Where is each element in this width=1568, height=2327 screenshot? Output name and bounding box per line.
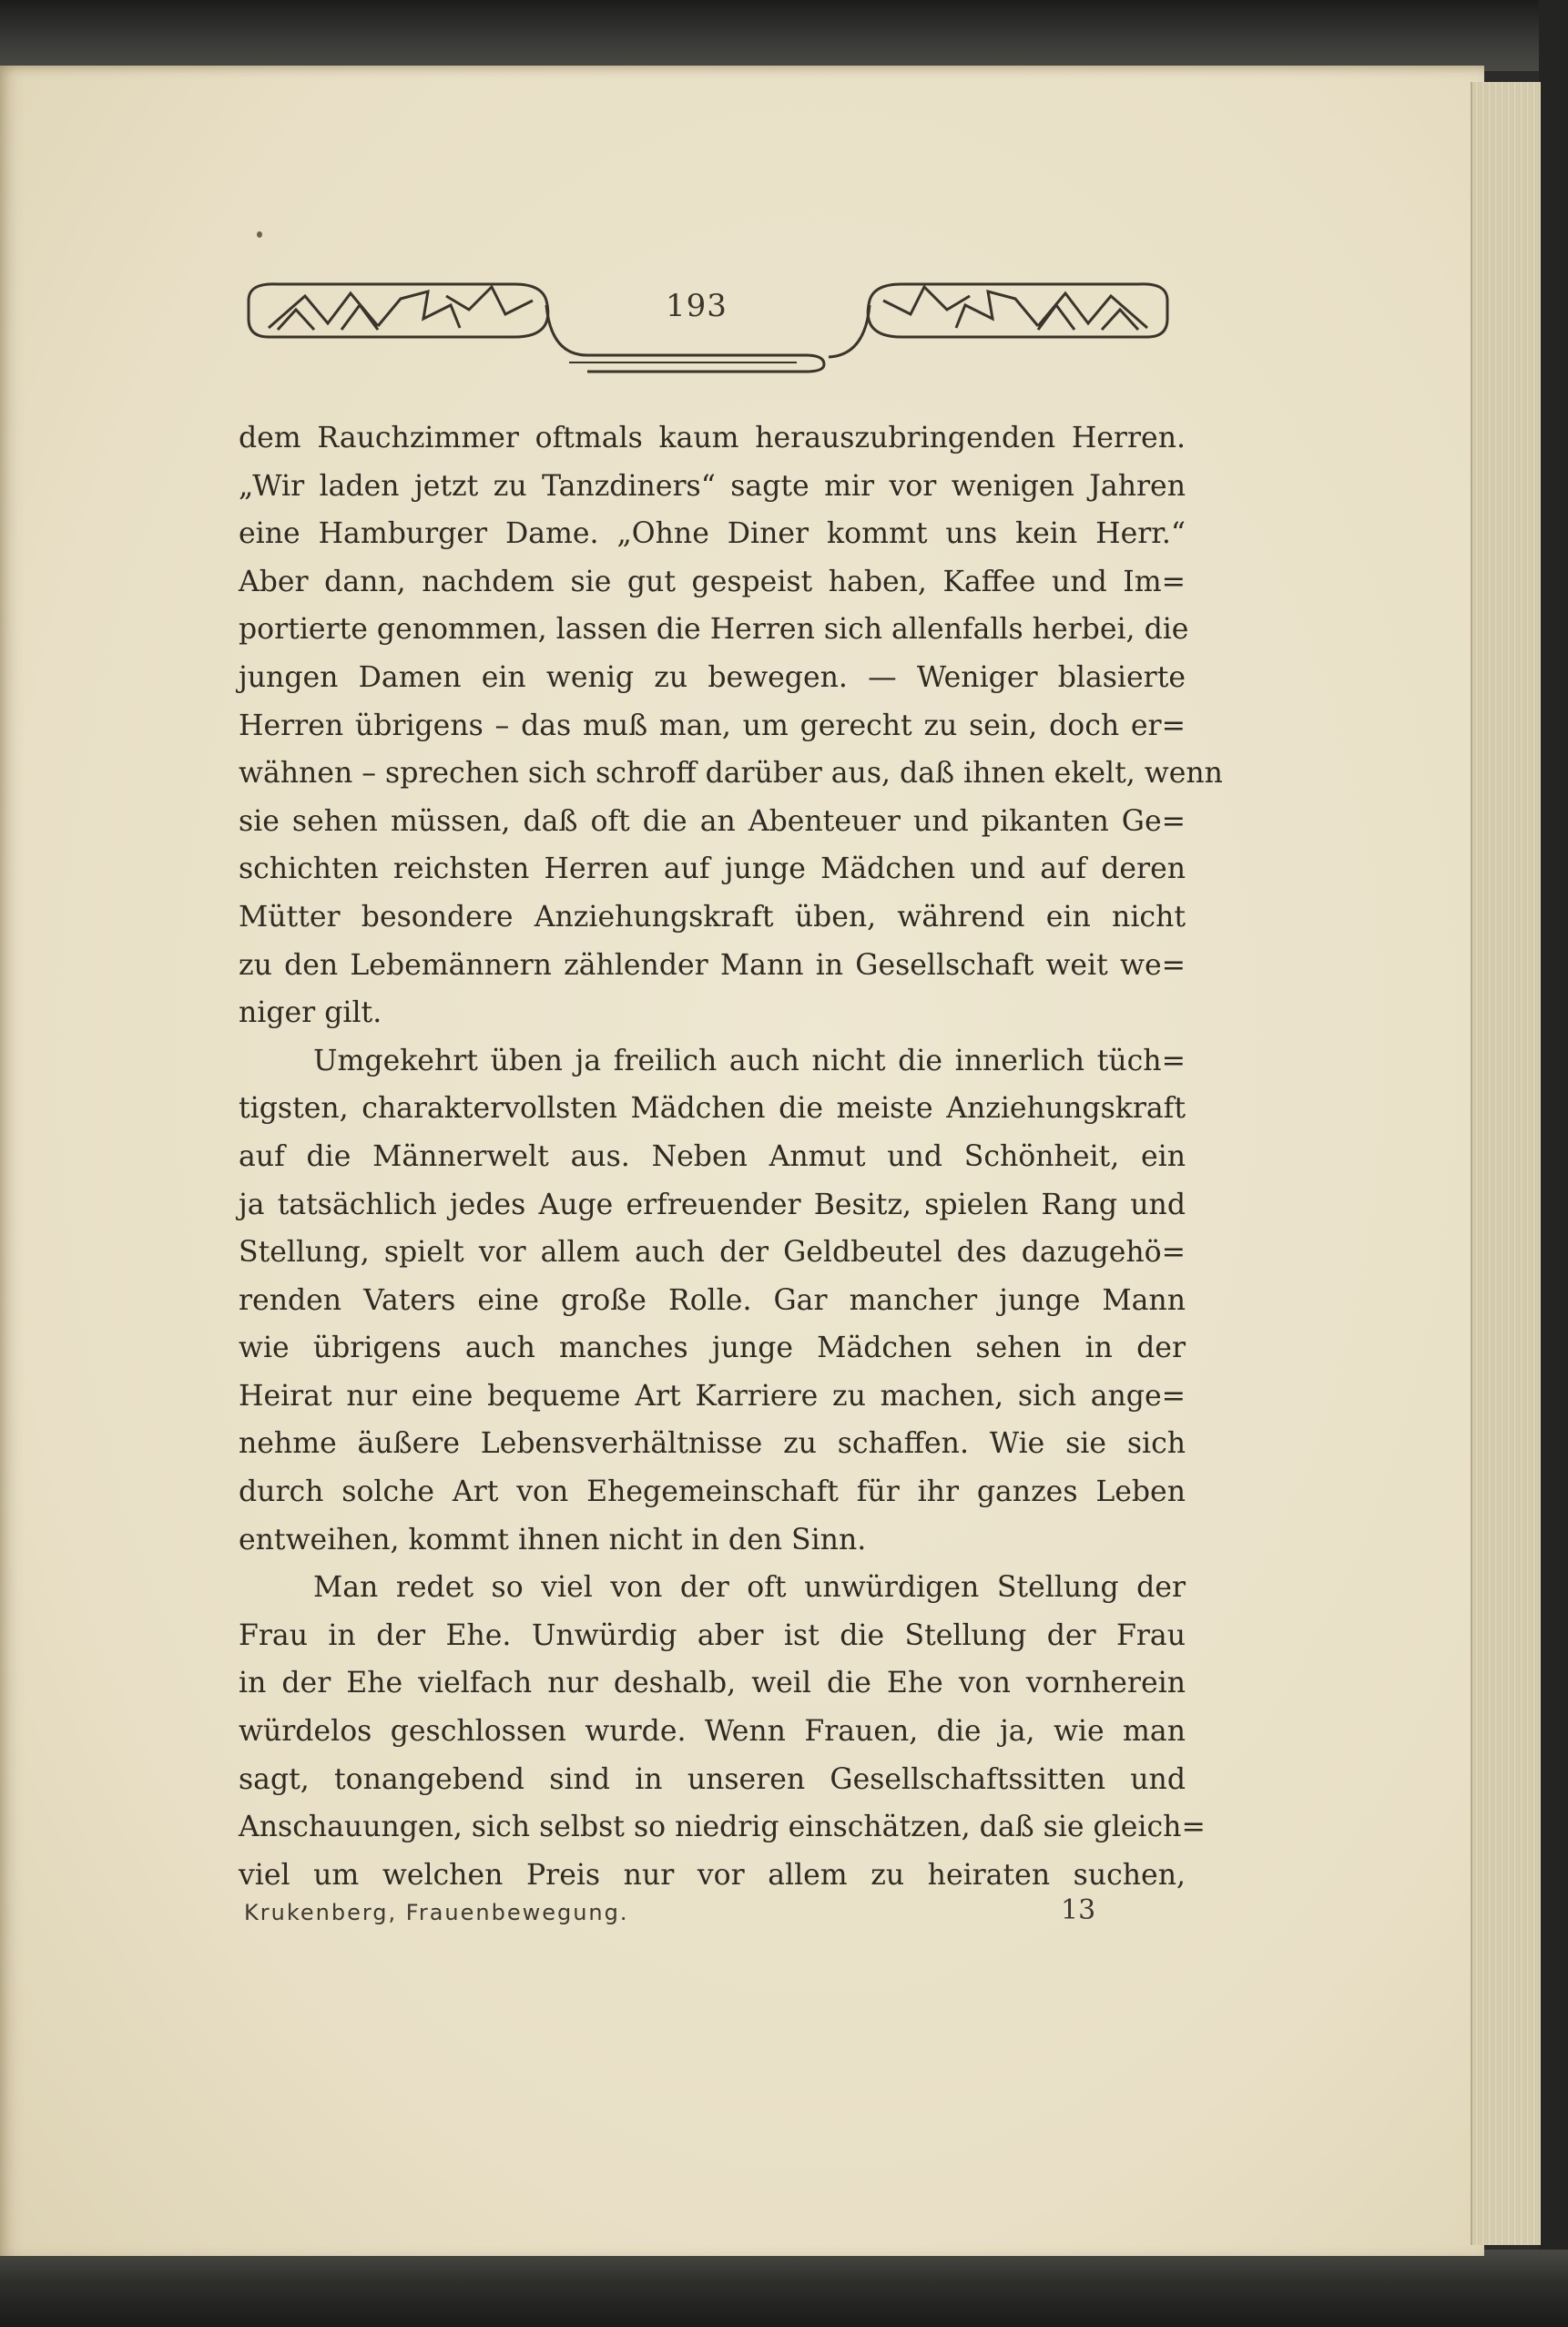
text-line: jungen Damen ein wenig zu bewegen. — Weniger blasierte	[239, 660, 1186, 694]
text-line: portierte genommen, lassen die Herren sich allenfalls herbei, die	[239, 613, 1189, 647]
ink-speck	[257, 231, 262, 238]
text-line: wähnen – sprechen sich schroff darüber aus, daß ihnen ekelt, wenn	[239, 757, 1223, 791]
text-line: tigsten, charaktervollsten Mädchen die meiste Anziehungskraft	[239, 1092, 1186, 1126]
book-cover-right	[1539, 0, 1568, 2327]
text-line: Umgekehrt üben ja freilich auch nicht die innerlich tüch=	[313, 1044, 1186, 1077]
text-line: Stellung, spielt vor allem auch der Geldbeutel des dazugehö=	[239, 1236, 1186, 1270]
text-line: durch solche Art von Ehegemeinschaft für ihr ganzes Leben	[239, 1475, 1186, 1509]
text-line: würdelos geschlossen wurde. Wenn Frauen, die ja, wie man	[239, 1715, 1186, 1749]
text-line: in der Ehe vielfach nur deshalb, weil die Ehe von vornherein	[239, 1667, 1186, 1700]
text-line: „Wir laden jetzt zu Tanzdiners“ sagte mir vor wenigen Jahren	[239, 469, 1186, 503]
text-line: Man redet so viel von der oft unwürdigen Stellung der	[313, 1571, 1186, 1605]
text-line: schichten reichsten Herren auf junge Mädchen und auf deren	[239, 852, 1186, 886]
body-text	[239, 414, 1223, 1899]
text-line: auf die Männerwelt aus. Neben Anmut und Schönheit, ein	[239, 1139, 1186, 1173]
footer-sheet-number: 13	[1061, 1894, 1096, 1926]
book-cover-bottom	[0, 2250, 1568, 2327]
text-line: Frau in der Ehe. Unwürdig aber ist die Stellung der Frau	[239, 1618, 1186, 1652]
text-line: dem Rauchzimmer oftmals kaum herauszubringenden Herren.	[239, 422, 1186, 454]
text-line: entweihen, kommt ihnen nicht in den Sinn.	[239, 1523, 867, 1556]
page-number: 193	[666, 288, 728, 324]
text-line: renden Vaters eine große Rolle. Gar mancher junge Mann	[239, 1283, 1186, 1317]
text-line: sie sehen müssen, daß oft die an Abenteuer und pikanten Ge=	[239, 804, 1186, 838]
text-line: zu den Lebemännern zählender Mann in Gesellschaft weit we=	[239, 948, 1186, 982]
text-line: Anschauungen, sich selbst so niedrig einschätzen, daß sie gleich=	[239, 1811, 1206, 1844]
text-line: niger gilt.	[239, 996, 382, 1030]
text-line: Heirat nur eine bequeme Art Karriere zu machen, sich ange=	[239, 1379, 1186, 1413]
footer-signature: Krukenberg, Frauenbewegung.	[244, 1900, 629, 1925]
text-line: eine Hamburger Dame. „Ohne Diner kommt uns kein Herr.“	[239, 517, 1186, 551]
text-line: sagt, tonangebend sind in unseren Gesellschaftssitten und	[239, 1762, 1186, 1796]
text-line: Aber dann, nachdem sie gut gespeist haben, Kaffee und Im=	[239, 565, 1186, 598]
text-line: Mütter besondere Anziehungskraft üben, während ein nicht	[239, 900, 1186, 934]
text-line: Herren übrigens – das muß man, um gerecht zu sein, doch er=	[239, 709, 1186, 742]
text-line: nehme äußere Lebensverhältnisse zu schaffen. Wie sie sich	[239, 1427, 1186, 1461]
text-line: wie übrigens auch manches junge Mädchen sehen in der	[239, 1332, 1186, 1365]
page-stack-edge	[1471, 82, 1541, 2245]
book-cover-top	[0, 0, 1568, 71]
text-line: ja tatsächlich jedes Auge erfreuender Besitz, spielen Rang und	[239, 1188, 1186, 1221]
text-line: viel um welchen Preis nur vor allem zu heiraten suchen,	[239, 1858, 1186, 1892]
